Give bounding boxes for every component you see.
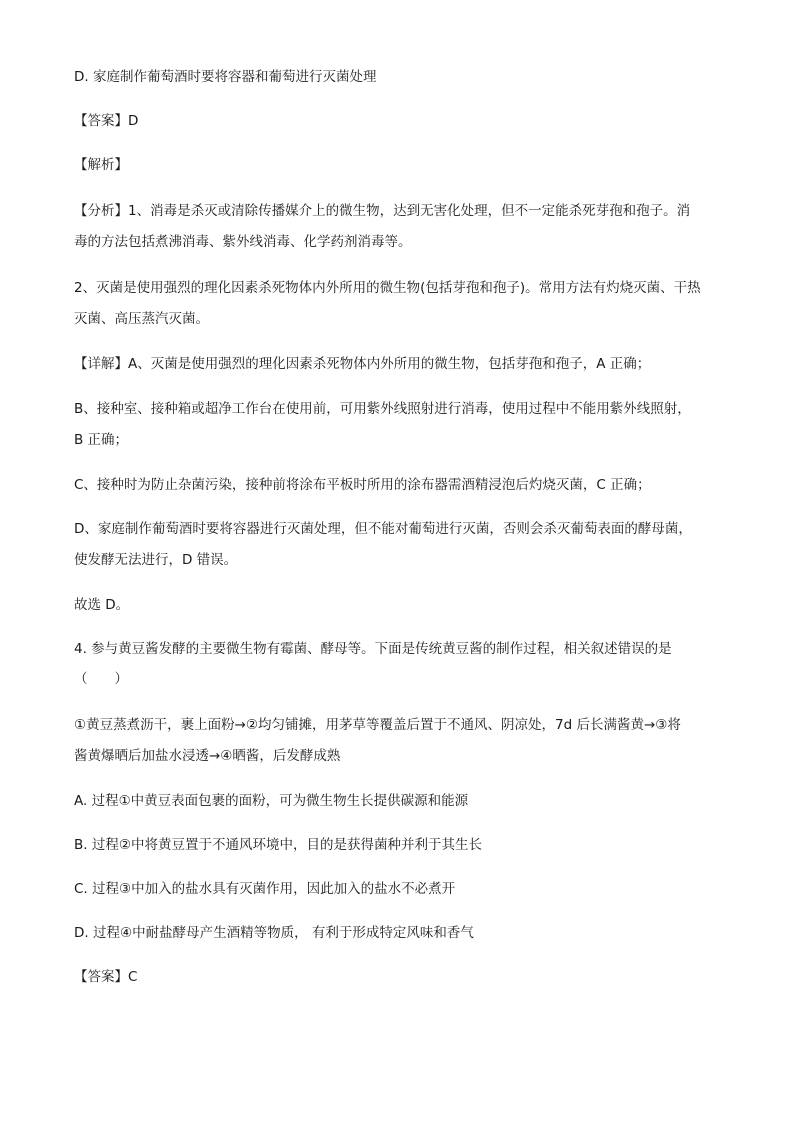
analysis-point-1-line-1: 【分析】1、消毒是杀灭或清除传播媒介上的微生物，达到无害化处理，但不一定能杀死芽孢和孢子。消: [74, 203, 691, 219]
process-line-2: 酱黄爆晒后加盐水浸透→④晒酱，后发酵成熟: [74, 748, 341, 764]
analysis-point-2-line-1: 2、灭菌是使用强烈的理化因素杀死物体内外所用的微生物(包括芽孢和孢子)。常用方法有灼烧灭菌、干热: [74, 280, 701, 296]
option-b: B. 过程②中将黄豆置于不通风环境中，目的是获得菌种并利于其生长: [74, 837, 482, 853]
detail-d-line-1: D、家庭制作葡萄酒时要将容器进行灭菌处理，但不能对葡萄进行灭菌，否则会杀灭葡萄表面的酵母菌，: [74, 521, 692, 537]
detail-b-line-2: B 正确；: [74, 432, 129, 448]
option-d: D. 过程④中耐盐酵母产生酒精等物质， 有利于形成特定风味和香气: [74, 925, 474, 941]
conclusion: 故选 D。: [74, 597, 130, 613]
question-4-stem-line-1: 4. 参与黄豆酱发酵的主要微生物有霉菌、酵母等。下面是传统黄豆酱的制作过程，相关叙述错误的是: [74, 641, 672, 657]
answer-label-q4: 【答案】C: [74, 969, 138, 985]
detail-d-line-2: 使发酵无法进行，D 错误。: [74, 552, 238, 568]
detail-b-line-1: B、接种室、接种箱或超净工作台在使用前，可用紫外线照射进行消毒，使用过程中不能用紫外线照射，: [74, 401, 691, 417]
analysis-point-1-line-2: 毒的方法包括煮沸消毒、紫外线消毒、化学药剂消毒等。: [74, 234, 412, 250]
option-a: A. 过程①中黄豆表面包裹的面粉，可为微生物生长提供碳源和能源: [74, 793, 469, 809]
option-c: C. 过程③中加入的盐水具有灭菌作用，因此加入的盐水不必煮开: [74, 881, 456, 897]
question-4-stem-line-2: （ ）: [74, 671, 128, 687]
detail-a: 【详解】A、灭菌是使用强烈的理化因素杀死物体内外所用的微生物，包括芽孢和孢子，A 正确；: [74, 356, 651, 372]
answer-label: 【答案】D: [74, 113, 139, 129]
previous-option-d: D. 家庭制作葡萄酒时要将容器和葡萄进行灭菌处理: [74, 69, 377, 85]
detail-c: C、接种时为防止杂菌污染，接种前将涂布平板时所用的涂布器需酒精浸泡后灼烧灭菌，C 正确；: [74, 477, 651, 493]
analysis-heading: 【解析】: [74, 157, 128, 173]
process-line-1: ①黄豆蒸煮沥干，裹上面粉→②均匀铺摊，用茅草等覆盖后置于不通风、阴凉处，7d 后长满酱黄→③将: [74, 717, 681, 733]
analysis-point-2-line-2: 灭菌、高压蒸汽灭菌。: [74, 311, 209, 327]
